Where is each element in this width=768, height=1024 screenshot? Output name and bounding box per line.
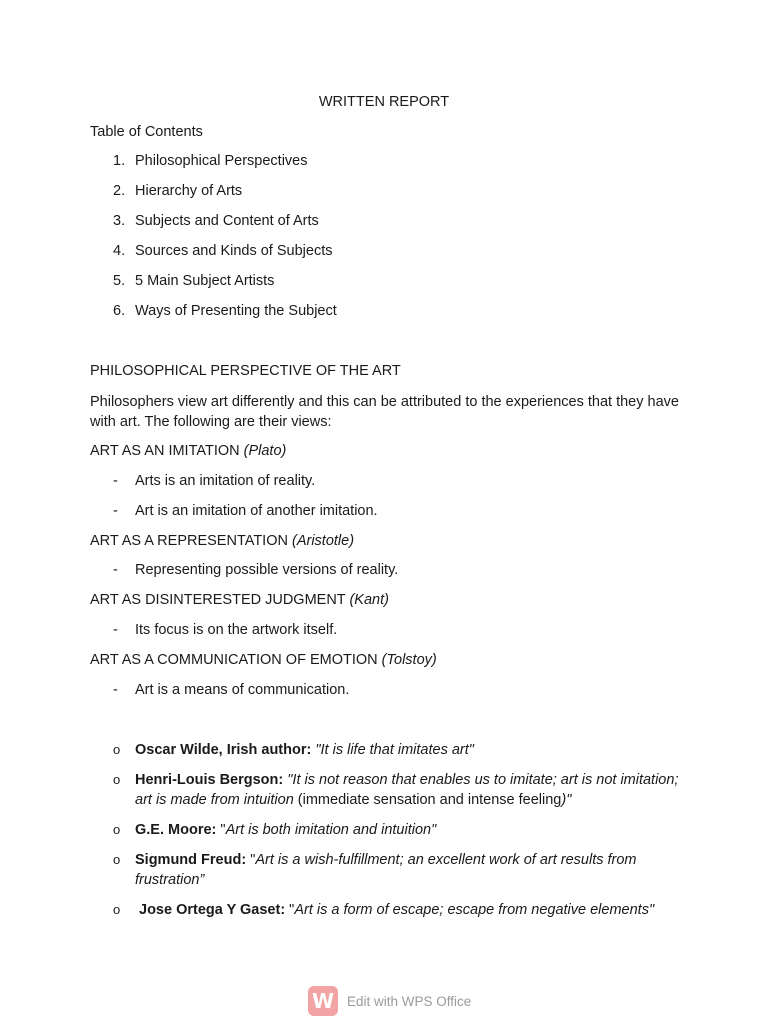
view-author: (Plato): [243, 443, 287, 459]
view-point: Arts is an imitation of reality.: [135, 473, 316, 489]
dash-marker: -: [113, 473, 118, 489]
view-title: ART AS A COMMUNICATION OF EMOTION: [90, 652, 378, 668]
quote-name: Henri-Louis Bergson:: [135, 772, 284, 788]
quote-name: G.E. Moore:: [135, 822, 217, 838]
quote-text: Art is a form of escape; escape from negative elements": [294, 902, 655, 918]
view-heading: [90, 531, 354, 551]
view-title: ART AS A REPRESENTATION: [90, 533, 288, 549]
toc-item: Hierarchy of Arts: [135, 183, 243, 199]
section-heading: PHILOSOPHICAL PERSPECTIVE OF THE ART: [90, 363, 401, 379]
toc-number: 6.: [113, 303, 126, 319]
quote-text: Art is a wish-fulfillment; an excellent work of art results from frustration”: [135, 852, 637, 888]
document-title: WRITTEN REPORT: [318, 94, 450, 110]
quote-open: ": [285, 902, 295, 918]
toc-number: 1.: [113, 153, 126, 169]
quote-item: [139, 900, 684, 920]
quote-open: ": [216, 822, 226, 838]
view-heading: [90, 441, 286, 461]
toc-number: 3.: [113, 213, 126, 229]
toc-number: 2.: [113, 183, 126, 199]
section-intro: Philosophers view art differently and this can be attributed to the experiences that they have with art. The following are their views:: [90, 394, 679, 430]
toc-item: 5 Main Subject Artists: [135, 273, 275, 289]
bullet-marker: o: [113, 742, 121, 757]
quote-name: Jose Ortega Y Gaset:: [139, 902, 286, 918]
quote-note: (immediate sensation and intense feeling: [293, 792, 562, 808]
dash-marker: -: [113, 503, 118, 519]
wps-edit-label: Edit with WPS Office: [347, 993, 472, 1009]
wps-edit-link[interactable]: [308, 985, 471, 1017]
quote-item: [135, 770, 680, 810]
bullet-marker: o: [113, 772, 121, 787]
toc-item: Philosophical Perspectives: [135, 153, 308, 169]
quote-name: Sigmund Freud:: [135, 852, 247, 868]
quote-item: [135, 740, 680, 760]
view-heading: [90, 590, 389, 610]
quote-close: )": [561, 792, 572, 808]
dash-marker: -: [113, 622, 118, 638]
bullet-marker: o: [113, 822, 121, 837]
toc-number: 4.: [113, 243, 126, 259]
dash-marker: -: [113, 682, 118, 698]
wps-logo-icon: W: [308, 986, 338, 1016]
view-author: (Aristotle): [292, 533, 355, 549]
toc-number: 5.: [113, 273, 126, 289]
toc-heading: Table of Contents: [90, 124, 203, 140]
dash-marker: -: [113, 562, 118, 578]
view-point: Art is an imitation of another imitation.: [135, 503, 378, 519]
quote-text: "It is life that imitates art": [315, 742, 474, 758]
toc-item: Ways of Presenting the Subject: [135, 303, 337, 319]
view-title: ART AS AN IMITATION: [90, 443, 240, 459]
bullet-marker: o: [113, 902, 121, 917]
quote-item: [135, 820, 680, 840]
quote-text: "It is not reason that enables us to imitate; art is not imitation; art is made from intuition: [135, 772, 679, 808]
view-point: Art is a means of communication.: [135, 682, 350, 698]
quote-item: [135, 850, 680, 890]
toc-item: Subjects and Content of Arts: [135, 213, 319, 229]
view-author: (Tolstoy): [381, 652, 437, 668]
quote-open: ": [246, 852, 256, 868]
quote-name: Oscar Wilde, Irish author:: [135, 742, 312, 758]
view-point: Its focus is on the artwork itself.: [135, 622, 338, 638]
quote-text: Art is both imitation and intuition": [225, 822, 437, 838]
toc-item: Sources and Kinds of Subjects: [135, 243, 333, 259]
view-heading: [90, 650, 437, 670]
view-point: Representing possible versions of reality.: [135, 562, 399, 578]
view-author: (Kant): [349, 592, 389, 608]
view-title: ART AS DISINTERESTED JUDGMENT: [90, 592, 346, 608]
bullet-marker: o: [113, 852, 121, 867]
